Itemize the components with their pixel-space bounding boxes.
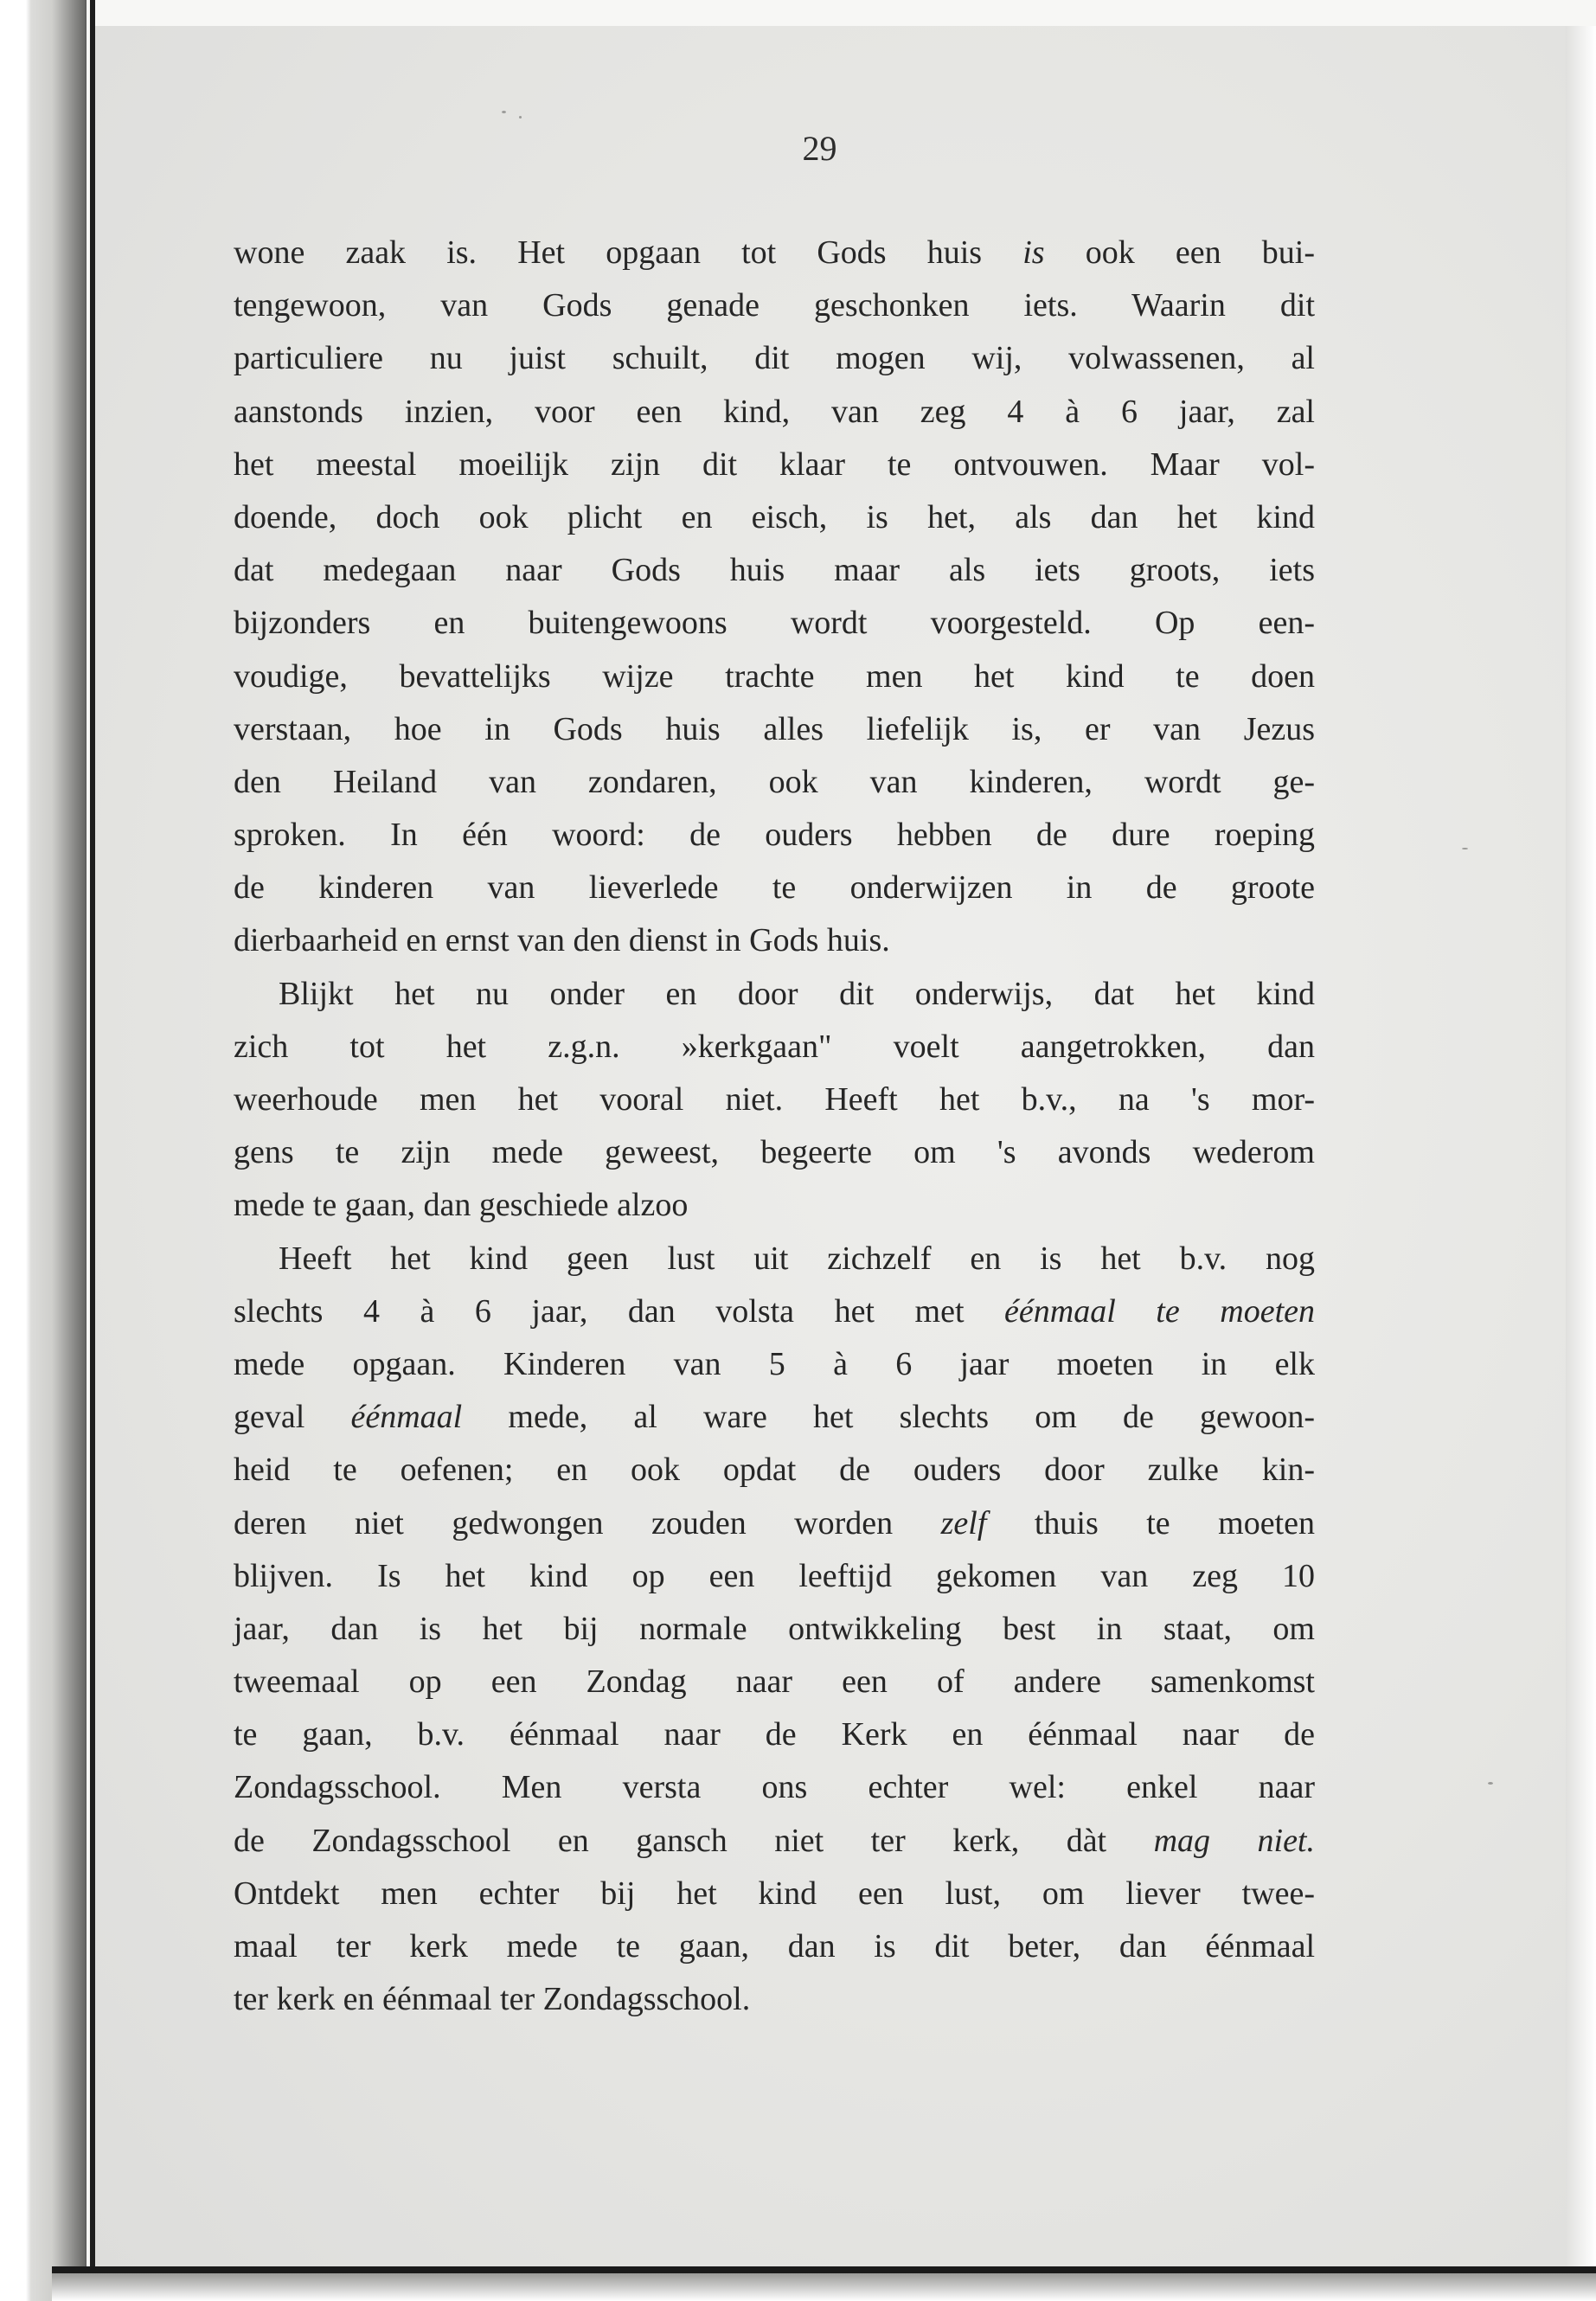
text-line [234,227,1315,279]
text-run: Zondagsschool. Men versta ons echter wel: enkel naar [234,1769,1315,1806]
text-line [234,279,1315,332]
text-line [234,332,1315,385]
text-line [234,491,1315,544]
text-run: jaar, dan is het bij normale ontwikkeling best in staat, om [234,1610,1315,1647]
text-line [234,1603,1315,1656]
text-run: heid te oefenen; en ook opdat de ouders door zulke kin- [234,1452,1315,1489]
text-line [234,1920,1315,1973]
text-run: geval [234,1399,351,1436]
text-line [234,544,1315,597]
text-run: Ontdekt men echter bij het kind een lust, om liever twee- [234,1875,1315,1912]
text-run: thuis te moeten [986,1504,1315,1541]
text-run: tengewoon, van Gods genade geschonken iets. Waarin dit [234,287,1315,324]
book-binding-edge [0,0,87,2301]
text-line [234,1179,1315,1232]
text-run: ook een bui- [1044,234,1316,271]
text-line [234,1973,1315,2026]
text-line [234,1761,1315,1814]
text-run: Blijkt het nu onder en door dit onderwijs, dat het kind [279,975,1315,1012]
paper-speck [1488,1782,1493,1785]
text-line [234,1021,1315,1074]
text-run: dierbaarheid en ernst van den dienst in Gods huis. [234,922,890,959]
text-line [234,386,1315,439]
text-run: te gaan, b.v. éénmaal naar de Kerk en éénmaal naar de [234,1716,1315,1753]
text-line [234,1233,1315,1285]
text-line [234,968,1315,1021]
italic-phrase: mag niet. [1153,1822,1315,1859]
page-bottom-shadow [52,2273,1596,2301]
text-run: gens te zijn mede geweest, begeerte om 's avonds wederom [234,1134,1315,1171]
page-bottom-edge [52,2266,1596,2273]
text-run: verstaan, hoe in Gods huis alles liefelijk is, er van Jezus [234,710,1315,747]
text-run: sproken. In één woord: de ouders hebben de dure roeping [234,817,1315,854]
text-run: Heeft het kind geen lust uit zichzelf en is het b.v. nog [279,1240,1315,1277]
text-run: het meestal moeilijk zijn dit klaar te ontvouwen. Maar vol- [234,445,1315,483]
text-run: voudige, bevattelijks wijze trachte men het kind te doen [234,657,1315,695]
text-line [234,809,1315,862]
text-run: de Zondagsschool en gansch niet ter kerk, dàt [234,1822,1154,1859]
text-run: den Heiland van zondaren, ook van kinderen, wordt ge- [234,763,1315,800]
text-line [234,756,1315,809]
text-run: doende, doch ook plicht en eisch, is het, als dan het kind [234,498,1315,535]
text-run: bijzonders en buitengewoons wordt voorgesteld. Op een- [234,605,1315,642]
text-line [234,597,1315,650]
page-right-margin [1566,26,1596,2266]
text-run: ter kerk en éénmaal ter Zondagsschool. [234,1981,751,2018]
text-run: aanstonds inzien, voor een kind, van zeg 4 à 6 jaar, zal [234,393,1315,430]
text-run: mede opgaan. Kinderen van 5 à 6 jaar moeten in elk [234,1345,1315,1382]
text-line [234,1126,1315,1179]
text-run: mede, al ware het slechts om de gewoon- [462,1399,1315,1436]
text-line [234,1444,1315,1497]
text-run: blijven. Is het kind op een leeftijd gekomen van zeg 10 [234,1557,1315,1594]
text-run: zich tot het z.g.n. »kerkgaan" voelt aangetrokken, dan [234,1028,1315,1065]
text-line [234,1550,1315,1603]
text-run: maal ter kerk mede te gaan, dan is dit beter, dan éénmaal [234,1928,1315,1965]
paper-speck [519,116,522,119]
text-line [234,1391,1315,1444]
text-run: weerhoude men het vooral niet. Heeft het b.v., na 's mor- [234,1081,1315,1118]
text-run: de kinderen van lieverlede te onderwijzen in de groote [234,869,1315,907]
text-line [234,862,1315,914]
text-line [234,1868,1315,1920]
text-run: mede te gaan, dan geschiede alzoo [234,1187,689,1224]
text-line [234,914,1315,967]
text-run: dat medegaan naar Gods huis maar als iets groots, iets [234,552,1315,589]
text-run: slechts 4 à 6 jaar, dan volsta het met [234,1292,1005,1330]
text-run: deren niet gedwongen zouden worden [234,1504,941,1541]
italic-phrase: éénmaal te moeten [1004,1292,1315,1330]
text-run: particuliere nu juist schuilt, dit mogen wij, volwassenen, al [234,340,1315,377]
italic-phrase: zelf [940,1504,987,1541]
text-line [234,1074,1315,1126]
body-text [234,227,1315,2026]
text-line [234,1497,1315,1550]
text-line [234,1285,1315,1338]
page-number: 29 [802,129,837,168]
text-run: tweemaal op een Zondag naar een of andere samenkomst [234,1663,1315,1701]
text-line [234,651,1315,703]
text-line [234,439,1315,491]
text-line [234,1708,1315,1761]
text-line [234,1338,1315,1391]
paper-speck [1462,848,1468,849]
text-run: wone zaak is. Het opgaan tot Gods huis [234,234,1023,271]
text-line [234,1656,1315,1708]
italic-phrase: is [1022,234,1045,271]
text-line [234,703,1315,756]
text-line [234,1815,1315,1868]
paper-speck [502,111,506,113]
italic-phrase: éénmaal [350,1399,463,1436]
